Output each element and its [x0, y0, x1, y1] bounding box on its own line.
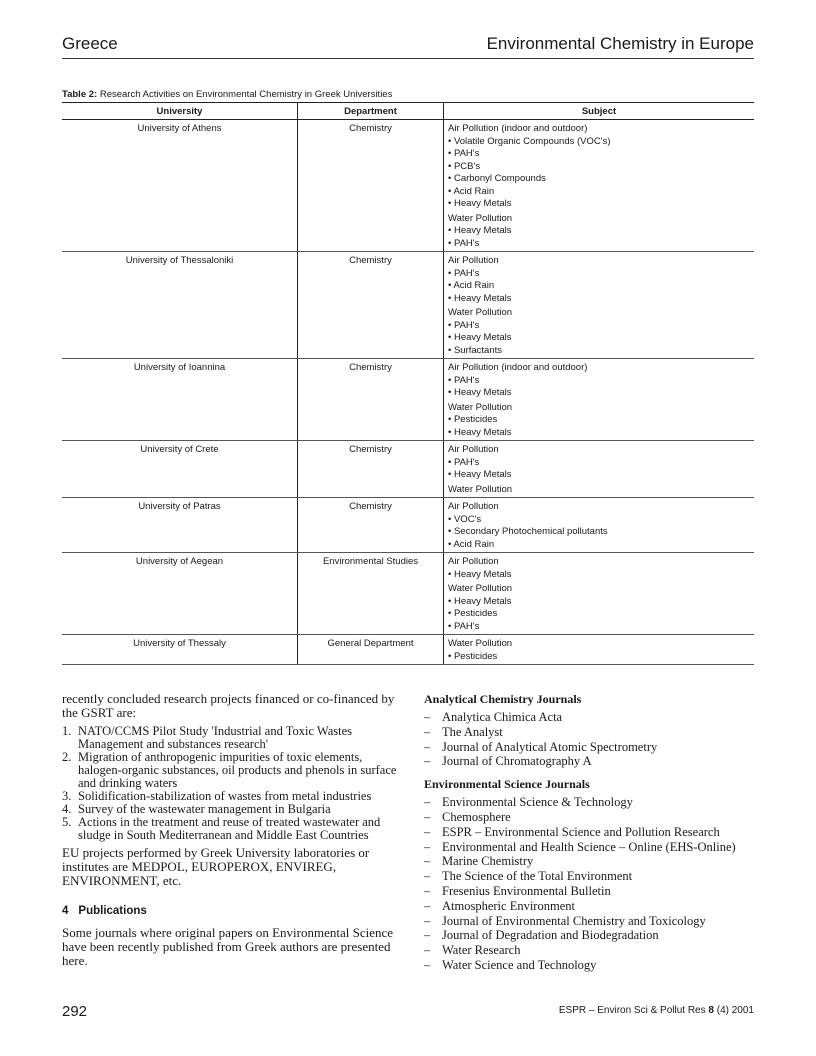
cell-department: Chemistry [298, 120, 444, 252]
citation-journal: ESPR – Environ Sci & Pollut Res [558, 1005, 706, 1016]
journal-item [424, 943, 756, 958]
header-rule [62, 58, 754, 59]
table-caption-text: Research Activities on Environmental Chemistry in Greek Universities [99, 89, 393, 100]
subject-item: • Acid Rain [448, 538, 495, 550]
cell-subject [444, 359, 755, 441]
subject-item: • Surfactants [448, 344, 503, 356]
environmental-journals-heading: Environmental Science Journals [424, 777, 590, 792]
journal-item [424, 884, 756, 899]
journal-title: Journal of Analytical Atomic Spectrometry [442, 739, 658, 754]
dash-bullet: – [424, 839, 431, 854]
cell-university: University of Ioannina [62, 359, 298, 441]
subject-item: • Pesticides [448, 650, 498, 662]
cell-university: University of Patras [62, 498, 298, 553]
project-item [62, 725, 400, 751]
table-row [62, 252, 754, 359]
journal-title: Atmospheric Environment [442, 898, 575, 913]
subject-heading: Water Pollution [448, 307, 513, 318]
journal-title: The Analyst [442, 724, 503, 739]
section-title: Publications [78, 905, 147, 917]
table-row [62, 120, 754, 252]
journal-item [424, 810, 756, 825]
dash-bullet: – [424, 957, 431, 972]
subject-item: • Carbonyl Compounds [448, 173, 546, 184]
subject-item: • Heavy Metals [448, 292, 512, 304]
subject-item: • Secondary Photochemical pollutants [448, 526, 608, 537]
cell-university: University of Crete [62, 441, 298, 498]
journal-title: Journal of Environmental Chemistry and Toxicology [442, 913, 706, 928]
project-number: 4. [62, 802, 72, 816]
table-row [62, 359, 754, 441]
table-header-row [62, 103, 754, 120]
subject-item: • Heavy Metals [448, 469, 512, 480]
project-number: 1. [62, 724, 72, 738]
table-row [62, 498, 754, 553]
citation-volume: 8 [708, 1005, 714, 1016]
subject-item: • PAH's [448, 456, 480, 468]
project-number: 5. [62, 815, 72, 829]
journal-item [424, 928, 756, 943]
dash-bullet: – [424, 710, 431, 724]
subject-item: • PAH's [448, 267, 480, 279]
journal-title: Environmental Science & Technology [442, 795, 633, 810]
subject-heading: Water Pollution [448, 212, 513, 224]
dash-bullet: – [424, 869, 431, 884]
journal-item [424, 958, 756, 973]
column-header-department: Department [298, 103, 444, 120]
project-text: Survey of the wastewater management in Bulgaria [78, 802, 331, 816]
table-row [62, 635, 754, 665]
journal-item [424, 740, 756, 755]
cell-subject [444, 635, 755, 665]
cell-department: Chemistry [298, 359, 444, 441]
subject-heading: Water Pollution [448, 638, 513, 649]
section-number: 4 [62, 905, 69, 917]
column-header-subject: Subject [444, 103, 755, 120]
dash-bullet: – [424, 913, 431, 928]
project-item [62, 751, 400, 790]
subject-item: • Heavy Metals [448, 595, 512, 607]
subject-item: • VOC's [448, 513, 482, 525]
cell-university: University of Thessaly [62, 635, 298, 665]
subject-item: • Volatile Organic Compounds (VOC's) [448, 135, 611, 147]
environmental-journals-list [424, 795, 756, 973]
subject-item: • PAH's [448, 374, 480, 386]
subject-heading: Air Pollution [448, 501, 499, 512]
table-caption-label: Table 2: [62, 89, 98, 100]
subject-heading: Water Pollution [448, 401, 513, 413]
dash-bullet: – [424, 795, 431, 810]
subject-item: • Heavy Metals [448, 332, 512, 343]
dash-bullet: – [424, 724, 431, 739]
table-body [62, 120, 754, 665]
journal-title: ESPR – Environmental Science and Pollution Research [442, 824, 720, 839]
subject-item: • Acid Rain [448, 280, 495, 291]
cell-university: University of Thessaloniki [62, 252, 298, 359]
dash-bullet: – [424, 739, 431, 754]
subject-item: • Heavy Metals [448, 387, 512, 398]
project-text: Solidification-stabilization of wastes from metal industries [78, 789, 372, 803]
right-text-column [424, 692, 756, 973]
column-header-university: University [62, 103, 298, 120]
subject-heading: Air Pollution [448, 556, 499, 567]
cell-subject [444, 441, 755, 498]
project-number: 3. [62, 789, 72, 803]
cell-subject [444, 252, 755, 359]
journal-title: The Science of the Total Environment [442, 869, 633, 884]
subject-item: • Heavy Metals [448, 198, 512, 209]
dash-bullet: – [424, 928, 431, 943]
dash-bullet: – [424, 898, 431, 913]
cell-department: Chemistry [298, 441, 444, 498]
projects-intro: recently concluded research projects financed or co-financed by the GSRT are: [62, 691, 395, 720]
subject-item: • PCB's [448, 160, 481, 172]
subject-item: • Heavy Metals [448, 426, 512, 438]
dash-bullet: – [424, 754, 431, 769]
project-item [62, 816, 400, 842]
publications-paragraph: Some journals where original papers on Environmental Science have been recently published from Greek authors are presented here. [62, 925, 394, 968]
table-row [62, 441, 754, 498]
project-text: Migration of anthropogenic impurities of toxic elements, halogen-organic substances, oil products and phenols in surface and drinking waters [78, 750, 397, 790]
cell-subject [444, 498, 755, 553]
analytical-journals-heading: Analytical Chemistry Journals [424, 692, 582, 706]
project-number: 2. [62, 750, 72, 764]
journal-item [424, 869, 756, 884]
running-header-title: Environmental Chemistry in Europe [486, 34, 754, 53]
research-activities-table [62, 102, 754, 665]
journal-item [424, 914, 756, 929]
dash-bullet: – [424, 943, 431, 958]
subject-heading: Air Pollution [448, 444, 499, 455]
project-text: Actions in the treatment and reuse of treated wastewater and sludge in South Mediterranean and Middle East Countries [78, 815, 381, 842]
subject-item: • PAH's [448, 237, 480, 249]
cell-department: Chemistry [298, 252, 444, 359]
journal-item [424, 725, 756, 740]
journal-title: Analytica Chimica Acta [442, 710, 563, 724]
dash-bullet: – [424, 824, 431, 839]
subject-heading: Air Pollution (indoor and outdoor) [448, 123, 588, 134]
journal-title: Fresenius Environmental Bulletin [442, 883, 611, 898]
journal-title: Journal of Degradation and Biodegradation [442, 928, 659, 943]
journal-item [424, 840, 756, 855]
running-header-country: Greece [62, 34, 118, 53]
cell-subject [444, 120, 755, 252]
subject-item: • Heavy Metals [448, 568, 512, 580]
subject-item: • PAH's [448, 620, 480, 632]
eu-projects-paragraph: EU projects performed by Greek University laboratories or institutes are MEDPOL, EUROPEROX, ENVIREG, ENVIRONMENT, etc. [62, 845, 370, 888]
cell-subject [444, 553, 755, 635]
analytical-journals-list [424, 710, 756, 769]
journal-title: Chemosphere [442, 809, 511, 824]
page-number: 292 [62, 1003, 88, 1020]
project-text: NATO/CCMS Pilot Study 'Industrial and Toxic Wastes Management and substances research' [78, 724, 352, 751]
journal-title: Journal of Chromatography A [442, 754, 592, 769]
journal-title: Water Research [442, 943, 521, 958]
footer-citation [559, 1005, 754, 1016]
subject-heading: Water Pollution [448, 583, 513, 594]
section-heading-publications [62, 904, 400, 918]
dash-bullet: – [424, 854, 431, 869]
subject-item: • Acid Rain [448, 185, 495, 197]
left-text-column [62, 692, 400, 973]
journal-item [424, 854, 756, 869]
table-caption [62, 89, 392, 100]
journal-title: Environmental and Health Science – Online (EHS-Online) [442, 839, 736, 854]
projects-list [62, 725, 400, 842]
subject-item: • PAH's [448, 319, 480, 331]
dash-bullet: – [424, 883, 431, 898]
subject-heading: Water Pollution [448, 483, 513, 495]
cell-university: University of Athens [62, 120, 298, 252]
journal-item [424, 899, 756, 914]
subject-item: • Pesticides [448, 608, 498, 619]
journal-item [424, 710, 756, 725]
cell-department: General Department [298, 635, 444, 665]
subject-item: • Heavy Metals [448, 225, 512, 236]
cell-department: Chemistry [298, 498, 444, 553]
subject-heading: Air Pollution [448, 255, 499, 266]
journal-title: Water Science and Technology [442, 957, 597, 972]
subject-item: • Pesticides [448, 414, 498, 425]
cell-department: Environmental Studies [298, 553, 444, 635]
cell-university: University of Aegean [62, 553, 298, 635]
journal-item [424, 825, 756, 840]
journal-item [424, 795, 756, 810]
subject-item: • PAH's [448, 148, 480, 159]
citation-issue-year: (4) 2001 [716, 1005, 754, 1016]
journal-title: Marine Chemistry [442, 854, 534, 869]
dash-bullet: – [424, 809, 431, 824]
journal-item [424, 754, 756, 769]
subject-heading: Air Pollution (indoor and outdoor) [448, 362, 588, 373]
table-row [62, 553, 754, 635]
